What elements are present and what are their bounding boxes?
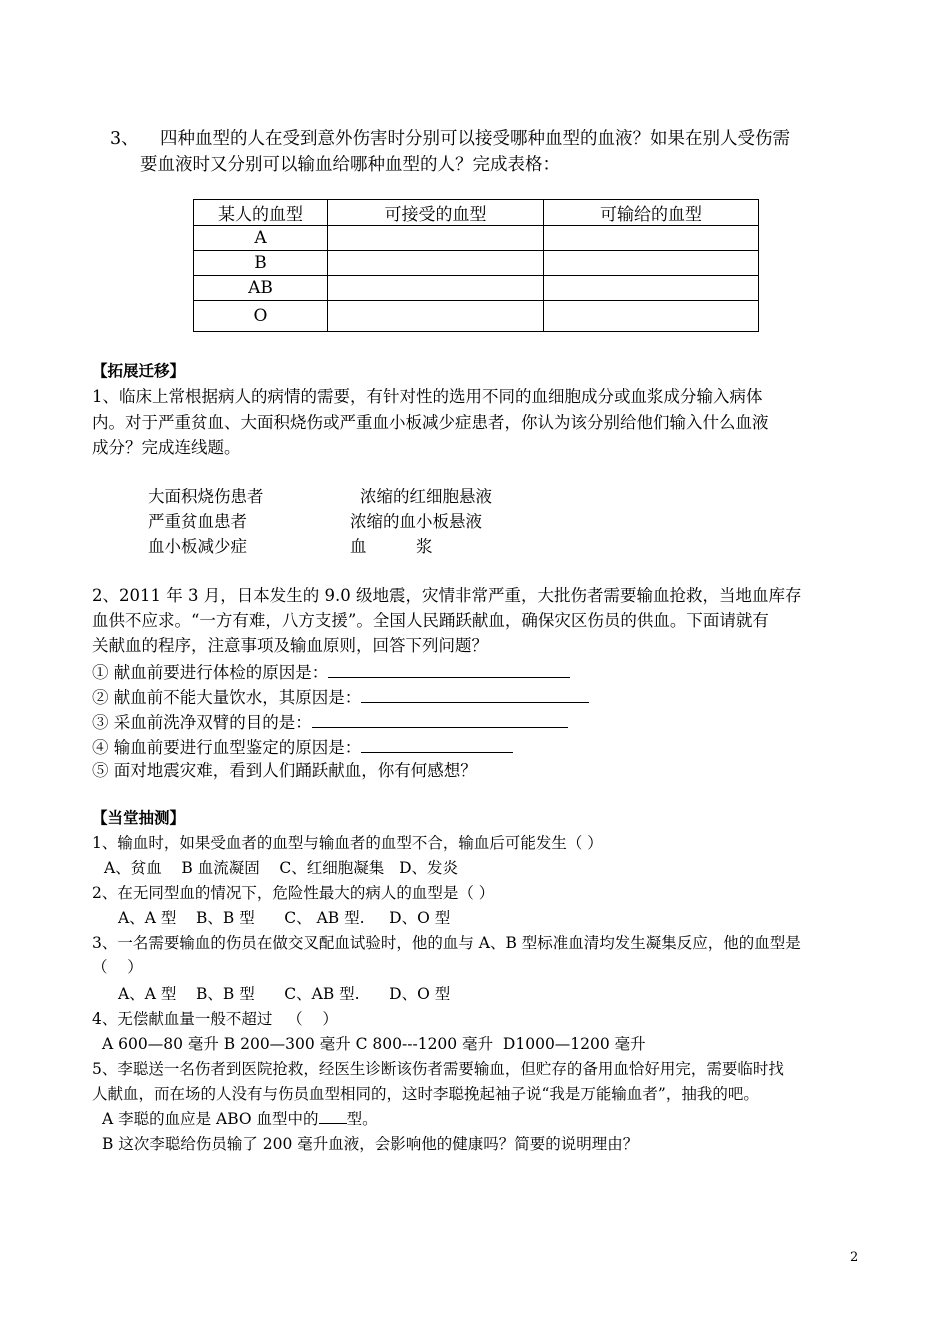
table-cell-blood-type: A bbox=[194, 226, 328, 251]
sub-question bbox=[92, 735, 513, 759]
table-row bbox=[194, 226, 759, 251]
test-line: （ ） bbox=[92, 958, 143, 976]
expand-heading: 【拓展迁移】 bbox=[92, 361, 186, 380]
match-right-item: 血 浆 bbox=[350, 537, 433, 556]
test-heading: 【当堂抽测】 bbox=[92, 808, 186, 827]
q3-text-line1: 四种血型的人在受到意外伤害时分别可以接受哪种血型的血液？如果在别人受伤需 bbox=[160, 129, 790, 149]
expand-p2-line: 关献血的程序，注意事项及输血原则，回答下列问题？ bbox=[92, 636, 488, 655]
test-options: A、贫血 B 血流凝固 C、红细胞凝集 D、发炎 bbox=[104, 859, 458, 877]
table-header-row bbox=[194, 200, 759, 226]
table-row bbox=[194, 301, 759, 332]
table-header-cell: 可输给的血型 bbox=[544, 200, 759, 226]
q3-text-line2: 要血液时又分别可以输血给哪种血型的人？完成表格： bbox=[140, 155, 560, 175]
page-number: 2 bbox=[850, 1250, 859, 1265]
expand-p1-line: 成分？完成连线题。 bbox=[92, 438, 241, 457]
expand-p1-line: 内。对于严重贫血、大面积烧伤或严重血小板减少症患者，你认为该分别给他们输入什么血液 bbox=[92, 413, 769, 432]
test-line: 人献血，而在场的人没有与伤员血型相同的，这时李聪挽起袖子说“我是万能输血者”，抽我的吧。 bbox=[92, 1085, 759, 1103]
table-cell-donate bbox=[544, 251, 759, 276]
test-line: 4、无偿献血量一般不超过 （ ） bbox=[92, 1010, 338, 1028]
table-cell-blood-type: AB bbox=[194, 276, 328, 301]
answer-blank[interactable] bbox=[361, 685, 589, 703]
test-line bbox=[102, 1108, 378, 1130]
table-cell-blood-type: B bbox=[194, 251, 328, 276]
match-right-item: 浓缩的血小板悬液 bbox=[350, 512, 482, 531]
blood-type-table bbox=[193, 199, 759, 332]
table-cell-receive bbox=[328, 251, 544, 276]
test-line: 2、在无同型血的情况下，危险性最大的病人的血型是（ ） bbox=[92, 884, 495, 902]
expand-p1-line: 1、临床上常根据病人的病情的需要，有针对性的选用不同的血细胞成分或血浆成分输入病体 bbox=[92, 387, 763, 406]
test-options: A 600—80 毫升 B 200—300 毫升 C 800---1200 毫升 D1000—1200 毫升 bbox=[102, 1035, 646, 1053]
test-options: A、A 型 B、B 型 C、 AB 型. D、O 型 bbox=[118, 909, 451, 927]
table-header-cell: 某人的血型 bbox=[194, 200, 328, 226]
sub-question bbox=[92, 660, 570, 684]
table-cell-receive bbox=[328, 276, 544, 301]
match-right-item: 浓缩的红细胞悬液 bbox=[360, 487, 492, 506]
sub-question-text: ④ 输血前要进行血型鉴定的原因是： bbox=[92, 738, 362, 757]
table-cell-receive bbox=[328, 226, 544, 251]
test-line: 5、李聪送一名伤者到医院抢救，经医生诊断该伤者需要输血，但贮存的备用血恰好用完，需要临时找 bbox=[92, 1060, 784, 1078]
expand-p2-line: 血供不应求。“一方有难，八方支援”。全国人民踊跃献血，确保灾区伤员的供血。下面请就有 bbox=[92, 611, 769, 630]
test-line: 3、一名需要输血的伤员在做交叉配血试验时，他的血与 A、B 型标准血清均发生凝集反应，他的血型是 bbox=[92, 934, 801, 952]
sub-question-text: ② 献血前不能大量饮水，其原因是： bbox=[92, 688, 362, 707]
answer-blank[interactable] bbox=[319, 1108, 347, 1124]
table-cell-donate bbox=[544, 301, 759, 332]
table-row bbox=[194, 276, 759, 301]
test-line-text: 型。 bbox=[346, 1110, 378, 1128]
table-cell-blood-type: O bbox=[194, 301, 328, 332]
answer-blank[interactable] bbox=[361, 735, 513, 753]
match-left-item: 严重贫血患者 bbox=[148, 512, 247, 531]
test-line: 1、输血时，如果受血者的血型与输血者的血型不合，输血后可能发生（ ） bbox=[92, 834, 603, 852]
match-left-item: 大面积烧伤患者 bbox=[148, 487, 264, 506]
test-line: B 这次李聪给伤员输了 200 毫升血液，会影响他的健康吗？简要的说明理由？ bbox=[102, 1135, 639, 1153]
sub-question-text: ⑤ 面对地震灾难，看到人们踊跃献血，你有何感想？ bbox=[92, 761, 477, 780]
sub-question-text: ③ 采血前洗净双臂的目的是： bbox=[92, 713, 312, 732]
table-cell-receive bbox=[328, 301, 544, 332]
answer-blank[interactable] bbox=[312, 710, 568, 728]
sub-question bbox=[92, 710, 568, 734]
table-cell-donate bbox=[544, 226, 759, 251]
match-left-item: 血小板减少症 bbox=[148, 537, 247, 556]
test-options: A、A 型 B、B 型 C、AB 型. D、O 型 bbox=[118, 985, 451, 1003]
table-cell-donate bbox=[544, 276, 759, 301]
test-line-text: A 李聪的血应是 ABO 血型中的 bbox=[102, 1110, 319, 1128]
table-header-cell: 可接受的血型 bbox=[328, 200, 544, 226]
q3-number: 3、 bbox=[110, 129, 139, 149]
answer-blank[interactable] bbox=[328, 660, 570, 678]
table-row bbox=[194, 251, 759, 276]
sub-question bbox=[92, 685, 589, 709]
expand-p2-line: 2、2011 年 3 月，日本发生的 9.0 级地震，灾情非常严重，大批伤者需要输血抢救，当地血库存 bbox=[92, 586, 802, 605]
sub-question-text: ① 献血前要进行体检的原因是： bbox=[92, 663, 329, 682]
